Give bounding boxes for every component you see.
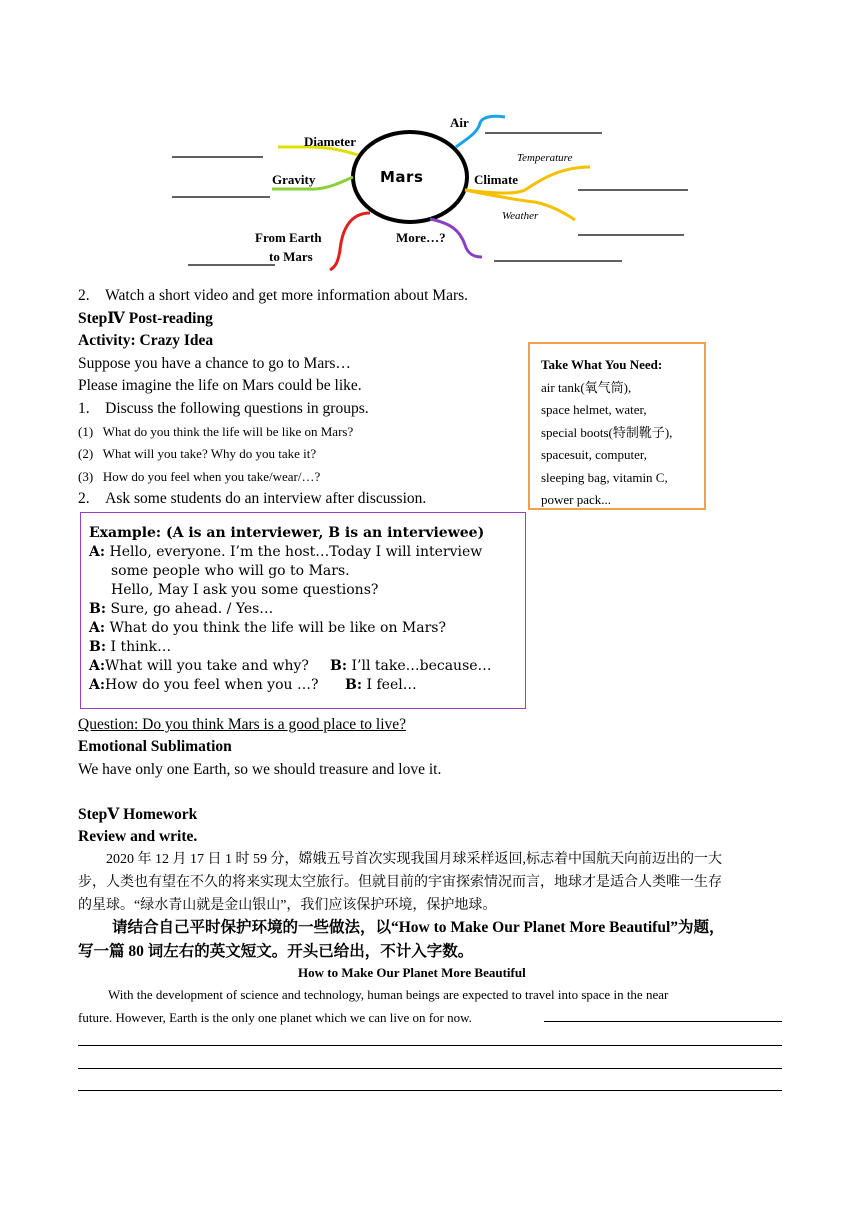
dialogue-text: I think… <box>106 639 172 655</box>
dialogue-line: Hello, May I ask you some questions? <box>111 582 379 598</box>
from-earth-label: From Earth <box>255 230 322 245</box>
need-item: space helmet, water, <box>541 402 647 417</box>
chinese-paragraph-line: 步，人类也有望在不久的将来实现太空旅行。但就目前的宇宙探索情况而言，地球才是适合人类唯一生存 <box>78 875 722 890</box>
mars-center-label: Mars <box>380 168 424 186</box>
essay-opening-line: With the development of science and technology, human beings are expected to travel into space in the near <box>108 987 669 1002</box>
mind-map-drawing <box>160 105 720 280</box>
dialogue-line <box>89 600 525 619</box>
dialogue-text: I’ll take…because… <box>347 658 492 674</box>
dialogue-line <box>89 638 525 657</box>
need-item: air tank(氧气筒), <box>541 379 632 395</box>
need-item: power pack... <box>541 492 612 507</box>
mars-mind-map <box>160 105 720 280</box>
speaker-label: A: <box>89 544 106 560</box>
dialogue-line <box>89 619 525 638</box>
dialogue-text: How do you feel when you …? <box>105 677 319 693</box>
writing-line[interactable] <box>78 1068 782 1069</box>
step5-heading: StepⅤ Homework <box>78 806 198 823</box>
dialogue-text: I feel… <box>362 677 417 693</box>
essay-opening-line: future. However, Earth is the only one planet which we can live on for now. <box>78 1010 472 1025</box>
earth-line: We have only one Earth, so we should treasure and love it. <box>78 761 442 778</box>
example-heading: Example: (A is an interviewer, B is an interviewee) <box>89 525 485 541</box>
speaker-label: A: <box>89 658 106 674</box>
dialogue-text: Sure, go ahead. / Yes… <box>106 601 274 617</box>
question-1: (1) What do you think the life will be like on Mars? <box>78 424 354 439</box>
suppose-line: Suppose you have a chance to go to Mars… <box>78 355 351 372</box>
dialogue-line: some people who will go to Mars. <box>111 563 350 579</box>
discuss-line: 1. Discuss the following questions in groups. <box>78 400 369 417</box>
air-label: Air <box>450 115 469 130</box>
dialogue-text: What do you think the life will be like on Mars? <box>105 620 446 636</box>
ask-line: 2. Ask some students do an interview after discussion. <box>78 490 427 507</box>
mars-question: Question: Do you think Mars is a good place to live? <box>78 716 407 733</box>
example-interview-box <box>80 512 526 709</box>
watch-line: 2. Watch a short video and get more information about Mars. <box>78 287 469 304</box>
more-label: More…? <box>396 230 446 245</box>
take-what-you-need-box <box>528 342 706 510</box>
emotional-heading: Emotional Sublimation <box>78 738 232 755</box>
writing-task-line: 请结合自己平时保护环境的一些做法，以“How to Make Our Planet More Beautiful”为题， <box>112 919 725 936</box>
from-earth-branch <box>330 213 370 270</box>
writing-blank[interactable] <box>544 1021 782 1022</box>
chinese-paragraph-line: 的星球。“绿水青山就是金山银山”，我们应该保护环境，保护地球。 <box>78 898 497 913</box>
need-item: spacesuit, computer, <box>541 447 647 462</box>
activity-heading: Activity: Crazy Idea <box>78 332 214 349</box>
gravity-label: Gravity <box>272 172 316 187</box>
speaker-label: B: <box>89 639 107 655</box>
writing-line[interactable] <box>78 1090 782 1091</box>
need-item: sleeping bag, vitamin C, <box>541 469 668 485</box>
need-box-title: Take What You Need: <box>541 357 663 372</box>
step4-heading: StepⅣ Post-reading <box>78 310 213 327</box>
writing-line[interactable] <box>78 1045 782 1046</box>
speaker-label: B: <box>89 601 107 617</box>
weather-label: Weather <box>502 210 539 222</box>
dialogue-line <box>89 657 525 676</box>
speaker-label: A: <box>89 620 106 636</box>
imagine-line: Please imagine the life on Mars could be like. <box>78 377 362 394</box>
review-heading: Review and write. <box>78 828 198 845</box>
need-item: special boots(特制靴子), <box>541 424 673 440</box>
question-3: (3) How do you feel when you take/wear/…? <box>78 469 321 484</box>
essay-title: How to Make Our Planet More Beautiful <box>298 965 526 980</box>
chinese-paragraph-line: 2020 年 12 月 17 日 1 时 59 分，嫦娥五号首次实现我国月球采样返回,标志着中国航天向前迈出的一大 <box>106 852 722 867</box>
question-2: (2) What will you take? Why do you take it? <box>78 446 317 461</box>
speaker-label: B: <box>330 658 348 674</box>
climate-label: Climate <box>474 172 519 187</box>
speaker-label: B: <box>345 677 363 693</box>
temperature-label: Temperature <box>517 152 573 164</box>
dialogue-text: What will you take and why? <box>105 658 309 674</box>
diameter-label: Diameter <box>304 134 356 149</box>
speaker-label: A: <box>89 677 106 693</box>
dialogue-text: Hello, everyone. I’m the host…Today I will interview <box>105 544 483 560</box>
to-mars-label: to Mars <box>269 249 313 264</box>
dialogue-line <box>89 543 525 562</box>
writing-task-line: 写一篇 80 词左右的英文短文。开头已给出，不计入字数。 <box>78 943 474 960</box>
dialogue-line <box>89 676 525 695</box>
